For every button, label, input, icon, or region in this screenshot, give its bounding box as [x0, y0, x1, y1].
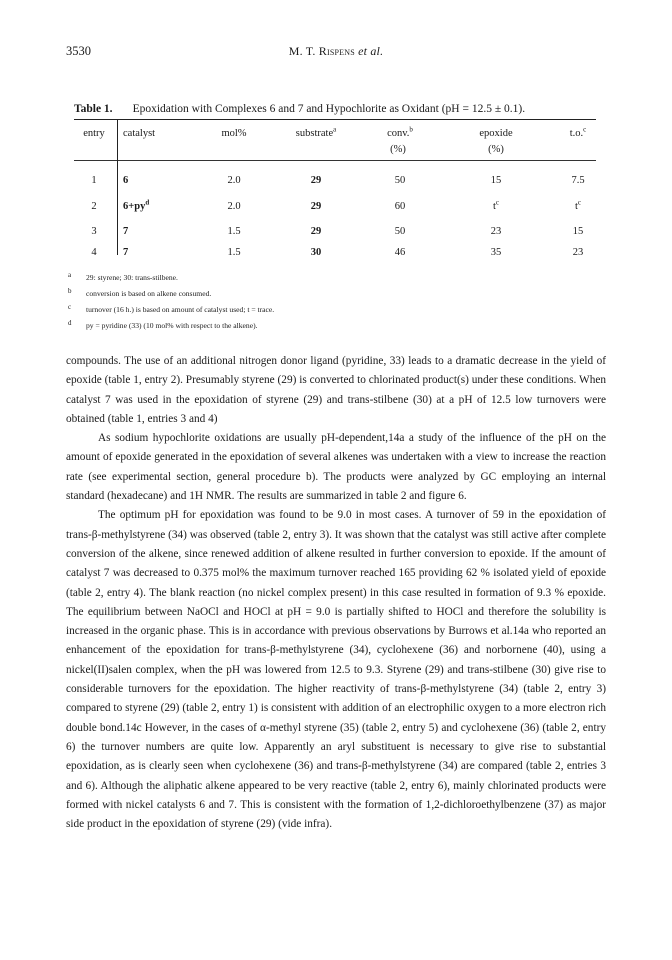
page-number: 3530: [66, 44, 91, 58]
running-head-suffix: et al.: [354, 44, 384, 58]
table-cell-turnover: 15: [572, 226, 584, 237]
col-header-catalyst: catalyst: [123, 128, 156, 139]
table-cell-epoxide: $t^c$: [492, 198, 500, 212]
table-cell-mol: 2.0: [227, 175, 241, 186]
col-header-substrate: substrate$^a$: [295, 125, 337, 139]
paragraph-2: As sodium hypochlorite oxidations are usually pH-dependent,14a a study of the influence of the pH on the amount of epoxide generated in the epoxidation of several alkenes was undertaken with a view to increase the reaction rate (see experimental section, general procedure b). The products were analyzed by GC employing an internal standard (hexadecane) and 1H NMR. The results are summarized in table 2 and figure 6.: [66, 432, 606, 503]
col-header-mol: mol%: [221, 128, 247, 139]
table-cell-entry: 4: [91, 247, 97, 258]
table-cell-turnover: 7.5: [571, 175, 585, 186]
col-header-entry: entry: [83, 128, 105, 139]
running-head: [0, 44, 672, 59]
table-cell-entry: 3: [91, 226, 97, 237]
table-cell-entry: 1: [91, 175, 97, 186]
table-cell-conv: 50: [394, 175, 406, 186]
col-header-epoxide-unit: (%): [488, 144, 504, 155]
table-cell-substrate: 29: [310, 226, 322, 237]
col-header-conv-unit: (%): [390, 144, 406, 155]
table-cell-catalyst: 7: [123, 226, 129, 237]
table-caption: [74, 103, 525, 115]
running-head-prefix: M. T.: [288, 44, 319, 58]
table-cell-turnover: $t^c$: [574, 198, 582, 212]
table-cell-epoxide: 23: [490, 226, 502, 237]
table-cell-entry: 2: [91, 201, 97, 212]
table-header-rule: [74, 160, 596, 161]
table-top-rule: [74, 119, 596, 120]
body-text: [66, 352, 606, 834]
table-cell-epoxide: 35: [490, 247, 502, 258]
table-cell-conv: 60: [394, 201, 406, 212]
paragraph-3: The optimum pH for epoxidation was found to be 9.0 in most cases. A turnover of 59 in the epoxidation of trans-β-methylstyrene (34) was observed (table 2, entry 3). It was shown that the catalyst was still active after complete conversion of the alkene, since renewed addition of alkene resulted in further conversion to epoxide. If the amount of catalyst 7 was decreased to 0.375 mol% the maximum turnover reached 165 providing 62 % isolated yield of epoxide (table 2, entry 4). The blank reaction (no nickel complex present) in this case resulted in formation of 9.3 % epoxide. The equilibrium between NaOCl and HOCl at pH = 9.0 is partially shifted to HOCl and therefore the solubility is increased in the organic phase. This is in accordance with previous observations by Burrows et al.14a who reported an enhancement of the epoxidation for trans-β-methylstyrene (34), cyclohexene (36) and norbornene (40), using a nickel(II)salen complex, when the pH was lowered from 12.5 to 9.3. Styrene (29) and trans-stilbene (30) give rise to considerable turnovers for the epoxidation. The higher reactivity of trans-β-methylstyrene (34) (table 2, entry 3) compared to styrene (29) (table 2, entry 1) is consistent with addition of an electrophilic oxygen to a more electron rich double bond.14c However, in the cases of α-methyl styrene (35) (table 2, entry 5) and cyclohexene (36) (table 2, entry 6) the turnover numbers are quite low. Apparently an aryl substituent is necessary to give rise to substantial epoxidation, as is clearly seen when cyclohexene (36) and trans-β-methylstyrene (34) are compared (table 2, entries 3 and 6). Although the aliphatic alkene appeared to be very reactive (table 2, entry 6), mainly chlorinated products were formed with nickel catalysts 6 and 7. This is consistent with the formation of 1,2-dichloroethylbenzene (37) as major side product in the epoxidation of styrene (29) (vide infra).: [66, 509, 606, 831]
col-header-epoxide: epoxide: [479, 128, 513, 139]
table-cell-substrate: 30: [310, 247, 322, 258]
table-cell-conv: 50: [394, 226, 406, 237]
table-title: Epoxidation with Complexes 6 and 7 and Hypochlorite as Oxidant (pH = 12.5 ± 0.1).: [132, 103, 526, 115]
table-cell-catalyst: $6+py^d$: [123, 198, 150, 212]
data-table: [74, 119, 596, 259]
table-label: Table 1.: [74, 103, 113, 115]
col-header-turnover: t.o.$^c$: [569, 125, 587, 139]
table-cell-catalyst: 6: [123, 175, 129, 186]
col-header-conv: conv.$^b$: [387, 125, 413, 139]
table-cell-epoxide: 15: [490, 175, 502, 186]
table-vertical-rule: [117, 119, 118, 255]
table-cell-conv: 46: [394, 247, 406, 258]
running-head-author: Rispens: [318, 44, 355, 58]
table-cell-mol: 1.5: [227, 247, 241, 258]
table-cell-substrate: 29: [310, 175, 322, 186]
table-cell-turnover: 23: [572, 247, 584, 258]
table-cell-mol: 2.0: [227, 201, 241, 212]
table-cell-catalyst: 7: [123, 247, 129, 258]
table-cell-substrate: 29: [310, 201, 322, 212]
paragraph-1: compounds. The use of an additional nitrogen donor ligand (pyridine, 33) leads to a dramatic decrease in the yield of epoxide (table 1, entry 2). Presumably styrene (29) is converted to chlorinated product(s) under these conditions. When catalyst 7 was used in the epoxidation of styrene (29) and trans-stilbene (30) at a pH of 12.5 low turnovers were obtained (table 1, entries 3 and 4): [66, 355, 606, 425]
table-cell-mol: 1.5: [227, 226, 241, 237]
journal-page: 3530 M. T. Rispens et al. Table 1. Epoxidation with Complexes 6 and 7 and Hypochlorite as Oxidant (pH = 12.5 ± 0.1). entry catalyst mol% substrate$^a$ conv.$^b$ (%) epoxide (%) t.o.$^c$ 1 6 2.0 29 50 15 7.5 2 $6+py^d$ 2.0 29 60 $t^c$ $t^c$ 3 7 1.5 29 50 23 15 4 7 1.5 30 46 35 23 a 29: styrene; 30: trans-stilbene. b conversion is based on alkene consumed. c turnover (16 h.) is based on amount of catalyst used; t = trace. d py = pyridine (33) (10 mol% with respect to the alkene). compounds. The use of an additional nitrogen donor ligand (pyridine, 33) leads to a dramatic decrease in the yield of epoxide (table 1, entry 2). Presumably styrene (29) is converted to chlorinated product(s) under these conditions. When catalyst 7 was used in the epoxidation of styrene (29) and trans-stilbene (30) at a pH of 12.5 low turnovers were obtained (table 1, entries 3 and 4) As sodium hypochlorite oxidations are usually pH-dependent,14a a study of the influence of the pH on the amount of epoxide generated in the epoxidation of several alkenes was undertaken with a view to increase the reaction rate (see experimental section, general procedure b). The products were analyzed by GC employing an internal standard (hexadecane) and 1H NMR. The results are summarized in table 2 and figure 6. The optimum pH for epoxidation was found to be 9.0 in most cases. A turnover of 59 in the epoxidation of trans-β-methylstyrene (34) was observed (table 2, entry 3). It was shown that the catalyst was still active after complete conversion of the alkene, since renewed addition of alkene resulted in further conversion to epoxide. If the amount of catalyst 7 was decreased to 0.375 mol% the maximum turnover reached 165 providing 62 % isolated yield of epoxide (table 2, entry 4). The blank reaction (no nickel complex present) in this case resulted in formation of 9.3 % epoxide. The equilibrium between NaOCl and HOCl at pH = 9.0 is partially shifted to HOCl and therefore the solubility is increased in the organic phase. This is in accordance with previous observations by Burrows et al.14a who reported an enhancement of the epoxidation for trans-β-methylstyrene (34), cyclohexene (36) and norbornene (40), using a nickel(II)salen complex, when the pH was lowered from 12.5 to 9.3. Styrene (29) and trans-stilbene (30) give rise to considerable turnovers for the epoxidation. The higher reactivity of trans-β-methylstyrene (34) (table 2, entry 3) compared to styrene (29) (table 2, entry 1) is consistent with addition of an electrophilic oxygen to a more electron rich double bond.14c However, in the cases of α-methyl styrene (35) (table 2, entry 5) and cyclohexene (36) (table 2, entry 6) the turnover numbers are quite low. Apparently an aryl substituent is necessary to give rise to substantial epoxidation, as is clearly seen when cyclohexene (36) and trans-β-methylstyrene (34) are compared (table 2, entries 3 and 6). Although the aliphatic alkene appeared to be very reactive (table 2, entry 6), mainly chlorinated products were formed with nickel catalysts 6 and 7. This is consistent with the formation of 1,2-dichloroethylbenzene (37) as major side product in the epoxidation of styrene (29) (vide infra).: [0, 0, 672, 960]
